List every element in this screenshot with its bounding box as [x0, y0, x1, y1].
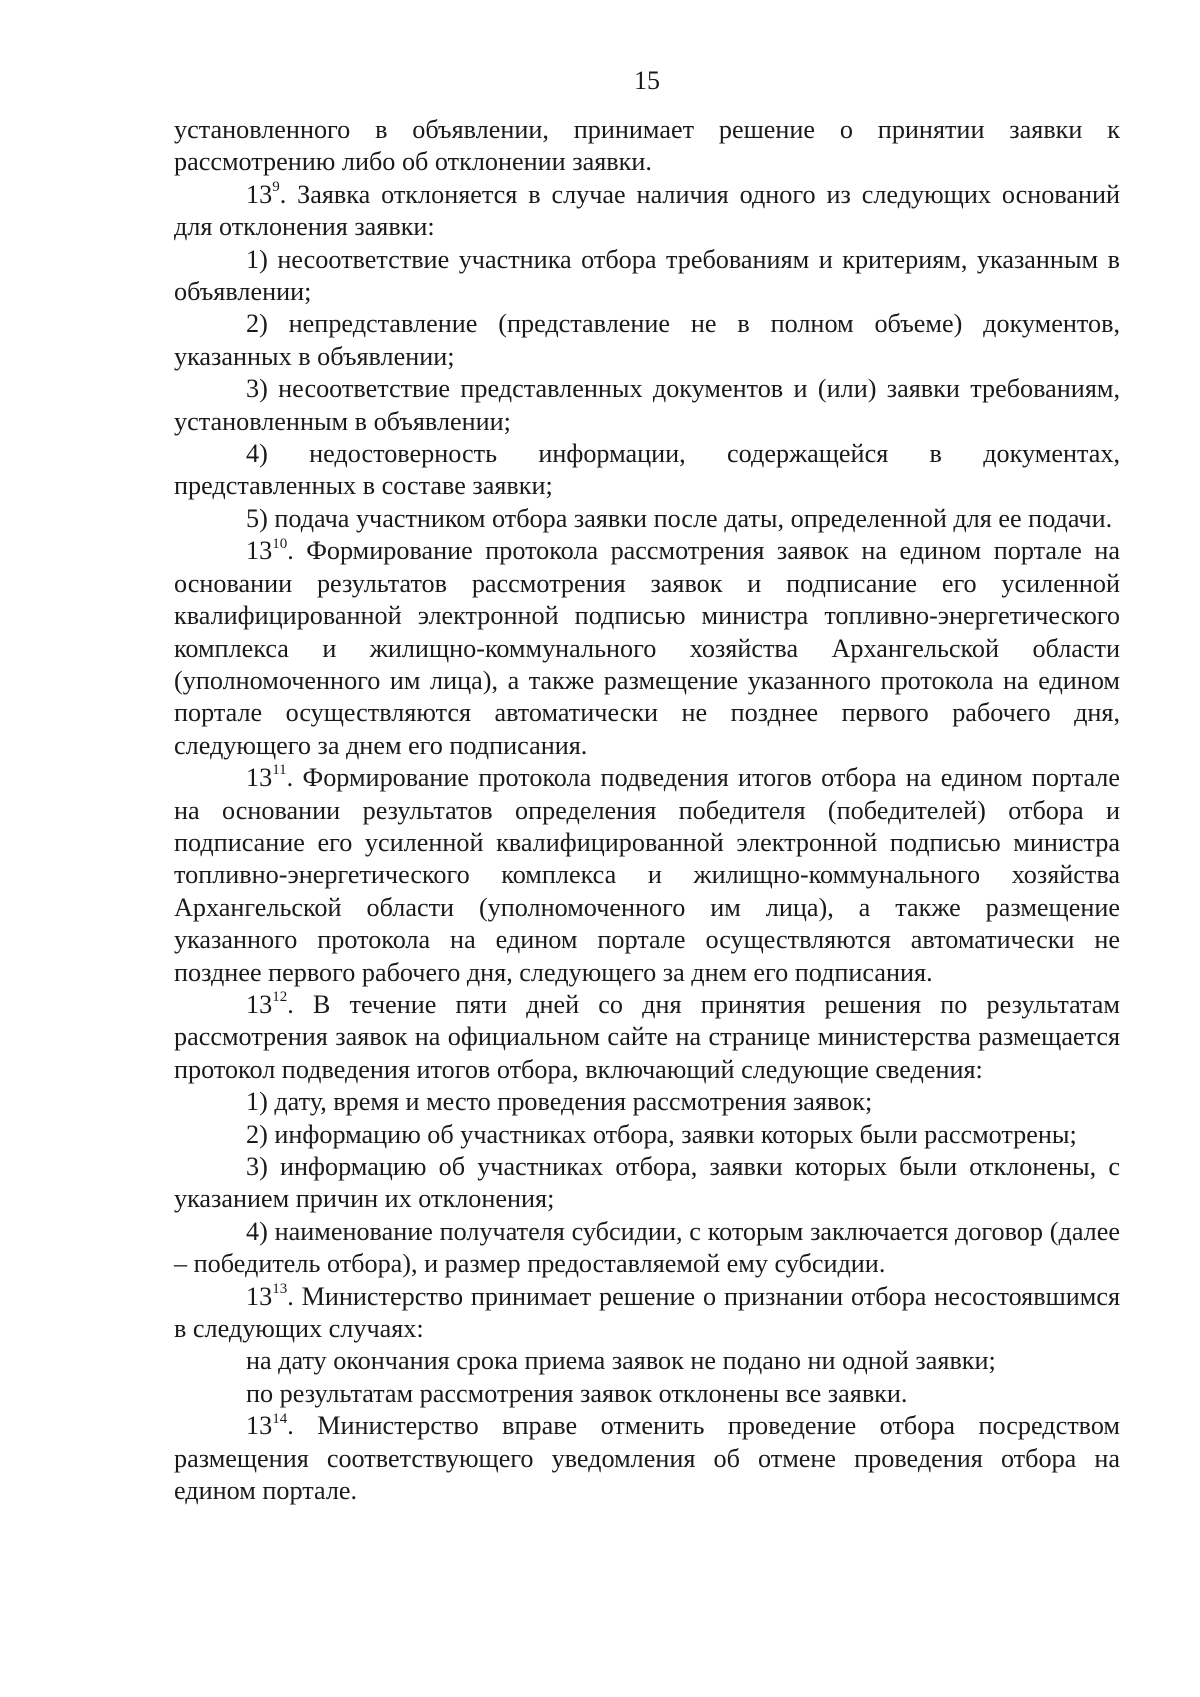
paragraph-text: 2) информацию об участниках отбора, заявки которых были рассмотрены; [246, 1119, 1077, 1149]
clause-number: 13 [246, 989, 273, 1019]
paragraph-text: . В течение пяти дней со дня принятия решения по результатам рассмотрения заявок на официальном сайте на странице министерства размещается протокол подведения итогов отбора, включающий следующие сведения: [174, 989, 1120, 1084]
paragraph [174, 1119, 1120, 1151]
paragraph [174, 989, 1120, 1086]
paragraph-text: 4) наименование получателя субсидии, с которым заключается договор (далее – победитель отбора), и размер предоставляемой ему субсидии. [174, 1216, 1120, 1279]
paragraph [174, 1216, 1120, 1281]
paragraph-text: . Заявка отклоняется в случае наличия одного из следующих оснований для отклонения заявки: [174, 179, 1120, 242]
paragraph-text: 3) информацию об участниках отбора, заявки которых были отклонены, с указанием причин их отклонения; [174, 1152, 1120, 1214]
paragraph-text: . Формирование протокола рассмотрения заявок на едином портале на основании результатов рассмотрения заявок и подписание его усиленной квалифицированной электронной подписью министра топливно-энергетического комплекса и жилищно-коммунального хозяйства Архангельской области (уполномоченного им лица), а также размещение указанного протокола на едином портале осуществляются автоматически не позднее первого рабочего дня, следующего за днем его подписания. [174, 536, 1120, 760]
paragraph [174, 1151, 1120, 1216]
document-body [174, 114, 1120, 1507]
clause-superscript: 12 [272, 989, 288, 1006]
paragraph-text: на дату окончания срока приема заявок не подано ни одной заявки; [246, 1346, 996, 1376]
page-number: 15 [634, 66, 660, 95]
paragraph [174, 503, 1120, 535]
paragraph-text: 2) непредставление (представление не в полном объеме) документов, указанных в объявлении; [174, 309, 1120, 371]
paragraph-text: . Формирование протокола подведения итогов отбора на едином портале на основании результатов определения победителя (победителей) отбора и подписание его усиленной квалифицированной электронной подписью министра топливно-энергетического комплекса и жилищно-коммунального хозяйства Архангельской области (уполномоченного им лица), а также размещение указанного протокола на едином портале осуществляются автоматически не позднее первого рабочего дня, следующего за днем его подписания. [174, 763, 1120, 987]
paragraph-text: установленного в объявлении, принимает решение о принятии заявки к рассмотрению либо об отклонении заявки. [174, 115, 1120, 177]
paragraph-text: 1) дату, время и место проведения рассмотрения заявок; [246, 1087, 873, 1117]
paragraph [174, 1086, 1120, 1118]
paragraph-text: . Министерство вправе отменить проведение отбора посредством размещения соответствующего уведомления об отмене проведения отбора на едином портале. [174, 1411, 1120, 1506]
clause-number: 13 [246, 179, 273, 209]
paragraph [174, 762, 1120, 989]
paragraph [174, 1378, 1120, 1410]
paragraph [174, 114, 1120, 179]
paragraph [174, 373, 1120, 438]
paragraph-text: 3) несоответствие представленных документов и (или) заявки требованиям, установленным в объявлении; [174, 374, 1120, 436]
paragraph [174, 535, 1120, 762]
paragraph-text: 1) несоответствие участника отбора требованиям и критериям, указанным в объявлении; [174, 244, 1120, 307]
paragraph-text: 4) недостоверность информации, содержащейся в документах, представленных в составе заявки; [174, 439, 1120, 501]
paragraph-text: 5) подача участником отбора заявки после даты, определенной для ее подачи. [246, 503, 1113, 533]
document-page [174, 64, 1120, 1507]
paragraph [174, 179, 1120, 244]
clause-superscript: 13 [272, 1280, 288, 1297]
paragraph [174, 438, 1120, 503]
clause-superscript: 9 [272, 179, 280, 196]
clause-number: 13 [246, 1281, 273, 1311]
paragraph [174, 244, 1120, 309]
clause-superscript: 14 [272, 1410, 288, 1427]
paragraph [174, 1345, 1120, 1377]
paragraph [174, 1281, 1120, 1346]
clause-number: 13 [246, 763, 273, 793]
clause-number: 13 [246, 1411, 273, 1441]
clause-superscript: 10 [272, 535, 288, 552]
paragraph-text: . Министерство принимает решение о признании отбора несостоявшимся в следующих случаях: [174, 1281, 1120, 1344]
clause-number: 13 [246, 536, 273, 566]
clause-superscript: 11 [272, 762, 287, 779]
paragraph [174, 1410, 1120, 1507]
paragraph-text: по результатам рассмотрения заявок отклонены все заявки. [246, 1378, 908, 1408]
paragraph [174, 308, 1120, 373]
